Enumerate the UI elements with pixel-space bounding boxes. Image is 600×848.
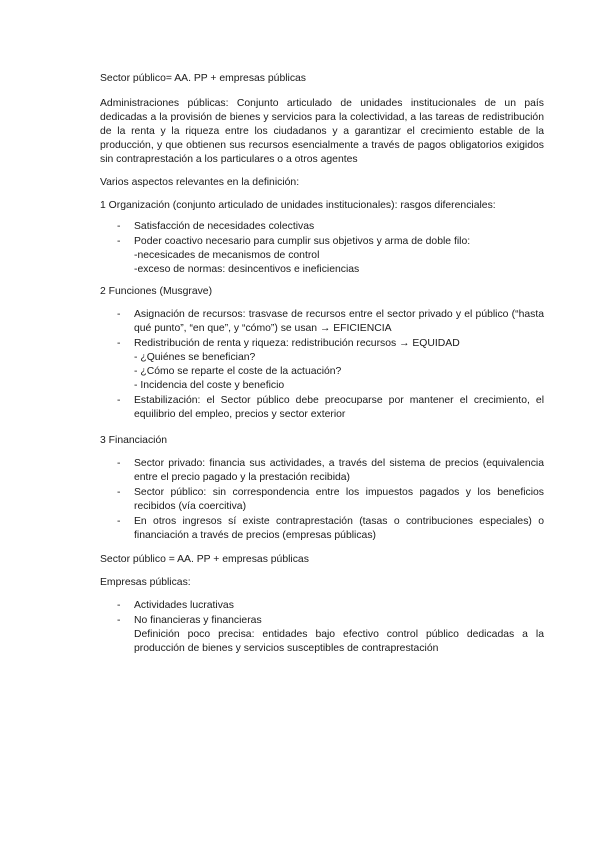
list-item: - Sector privado: financia sus actividades, a través del sistema de precios (equivalencia entre el precio pagado y la prestación recibida)	[117, 458, 544, 483]
empresas-publicas-heading: Empresas públicas:	[100, 577, 191, 588]
list-item: - Sector público: sin correspondencia entre los impuestos pagados y los beneficios recibidos (vía coercitiva)	[117, 487, 544, 512]
list-item: - Actividades lucrativas	[117, 600, 234, 611]
list-item: - Poder coactivo necesario para cumplir sus objetivos y arma de doble filo: -necesicades de mecanismos de control -exceso de normas: desincentivos e ineficiencias	[100, 235, 544, 277]
sub-item: - ¿Quiénes se benefician?	[134, 352, 256, 363]
section-financiacion: 3 Financiación	[100, 435, 168, 446]
sub-item: - ¿Cómo se reparte el coste de la actuación?	[134, 366, 342, 377]
list-item: - Estabilización: el Sector público debe preocuparse por mantener el crecimiento, el equilibrio del empleo, precios y sector exterior	[117, 395, 544, 420]
sub-item: - Incidencia del coste y beneficio	[134, 380, 285, 391]
sub-item: -necesicades de mecanismos de control	[134, 250, 320, 261]
list-item: - Satisfacción de necesidades colectivas	[117, 221, 315, 232]
definition-administraciones: Administraciones públicas: Conjunto articulado de unidades institucionales de un país dedicadas a la provisión de bienes y servicios para la colectividad, a las tareas de redistribución de la renta y la riqueza entre los ciudadanos y a garantizar el crecimiento estable de la producción, y que obtienen sus recursos esencialmente a través de pagos obligatorios exigidos sin contraprestación a los particulares o a otros agentes	[100, 98, 544, 165]
aspects-intro: Varios aspectos relevantes en la definición:	[100, 177, 300, 188]
list-item: - No financieras y financieras Definición poco precisa: entidades bajo efectivo control público dedicadas a la producción de bienes y servicios susceptibles de contraprestación	[117, 615, 544, 654]
list-financiacion	[100, 457, 544, 543]
section-organizacion: 1 Organización (conjunto articulado de unidades institucionales): rasgos diferenciales:	[100, 200, 496, 211]
heading-sector-publico: Sector público= AA. PP + empresas públicas	[100, 73, 307, 84]
document-page	[100, 72, 544, 664]
list-organizacion	[100, 220, 544, 277]
summary-sector-publico: Sector público = AA. PP + empresas públicas	[100, 554, 309, 565]
list-item: - Asignación de recursos: trasvase de recursos entre el sector privado y el público (“hasta qué punto”, “en que”, y “cómo”) se usan → EFICIENCIA	[117, 309, 544, 334]
section-funciones: 2 Funciones (Musgrave)	[100, 286, 213, 297]
sub-item: -exceso de normas: desincentivos e ineficiencias	[134, 264, 360, 275]
definition-empresas: Definición poco precisa: entidades bajo efectivo control público dedicadas a la producción de bienes y servicios susceptibles de contraprestación	[134, 629, 544, 654]
list-funciones	[100, 308, 544, 422]
list-item: - En otros ingresos sí existe contraprestación (tasas o contribuciones especiales) o financiación a través de precios (empresas públicas)	[117, 516, 544, 541]
list-item: - Redistribución de renta y riqueza: redistribución recursos → EQUIDAD - ¿Quiénes se benefician? - ¿Cómo se reparte el coste de la actuación? - Incidencia del coste y beneficio	[100, 337, 544, 393]
list-empresas	[100, 599, 544, 656]
